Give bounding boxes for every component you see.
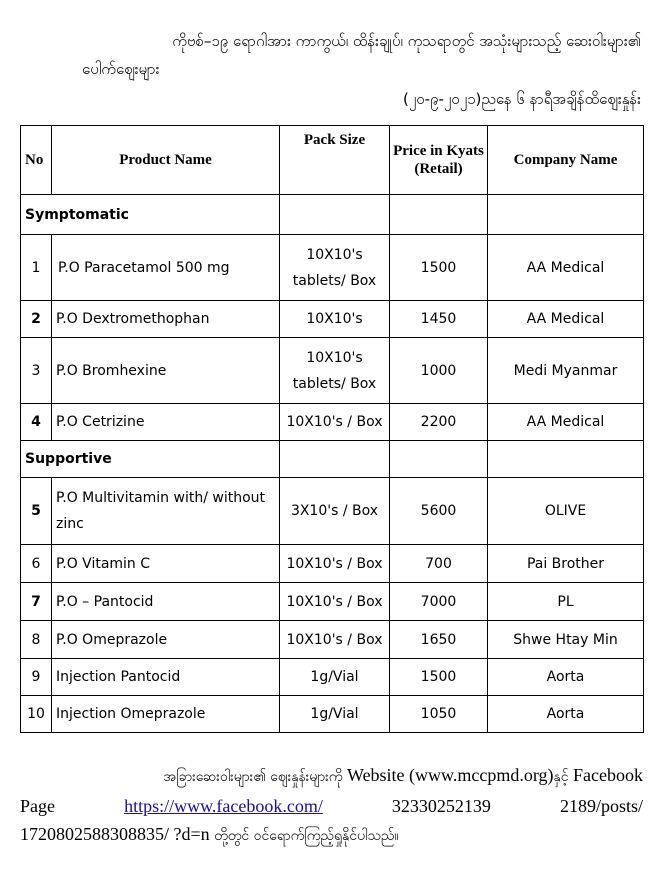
footer-closing-text: တို့တွင် ဝင်ရောက်ကြည့်ရှုနိုင်ပါသည်။ — [214, 828, 399, 844]
company-name: OLIVE — [488, 478, 644, 545]
product-name: P.O Bromhexine — [52, 338, 280, 404]
table-row — [21, 659, 644, 696]
price: 5600 — [390, 478, 488, 545]
header-date-line: (၂၀-၉-၂၀၂၁)ညနေ ၆ နာရီအချိန်ထိဈေးနှုန်း — [403, 90, 641, 108]
table-header-row — [21, 126, 644, 195]
row-no: 1 — [21, 235, 52, 301]
company-name: AA Medical — [488, 301, 644, 338]
price: 700 — [390, 545, 488, 583]
product-name: P.O Omeprazole — [52, 621, 280, 659]
company-name: AA Medical — [488, 235, 644, 301]
section-row-supportive — [21, 441, 644, 478]
price: 1450 — [390, 301, 488, 338]
pack-size: 10X10's tablets/ Box — [280, 338, 390, 404]
header-title-line1: ကိုဗစ်–၁၉ ရောဂါအား ကာကွယ်၊ ထိန်းချုပ်၊ ကုသရာတွင် အသုံးများသည့် ဆေးဝါးများ၏ — [172, 32, 641, 50]
product-name: P.O Cetrizine — [52, 404, 280, 441]
price: 1500 — [390, 235, 488, 301]
table-row — [21, 696, 644, 733]
row-no: 9 — [21, 659, 52, 696]
table-row — [21, 235, 644, 301]
col-header-price: Price in Kyats (Retail) — [390, 126, 488, 195]
footer-line2 — [20, 796, 643, 817]
footer-text-my: အခြားဆေးဝါးများ၏ ဈေးနှုန်းများကို — [163, 769, 343, 785]
empty-cell — [390, 441, 488, 478]
product-name: Injection Omeprazole — [52, 696, 280, 733]
footer-post-id-part2: 2189/posts/ — [559, 796, 643, 816]
row-no: 3 — [21, 338, 52, 404]
header-title-line2: ပေါက်ဈေးများ — [82, 60, 160, 78]
product-name: P.O Dextromethophan — [52, 301, 280, 338]
footer-post-id-part3: 1720802588308835/ ?d=n — [20, 824, 210, 844]
product-name: P.O Paracetamol 500 mg — [52, 235, 280, 301]
col-header-pack: Pack Size — [280, 126, 390, 195]
product-name: Injection Pantocid — [52, 659, 280, 696]
row-no: 10 — [21, 696, 52, 733]
table-row — [21, 338, 644, 404]
company-name: Aorta — [488, 659, 644, 696]
row-no: 2 — [21, 301, 52, 338]
company-name: Medi Myanmar — [488, 338, 644, 404]
footer-website: Website (www.mccpmd.org) — [347, 765, 554, 785]
footer-line3 — [20, 824, 643, 847]
table-row — [21, 545, 644, 583]
table-row — [21, 301, 644, 338]
pack-size: 3X10's / Box — [280, 478, 390, 545]
pack-size: 10X10's / Box — [280, 404, 390, 441]
row-no: 8 — [21, 621, 52, 659]
company-name: Pai Brother — [488, 545, 644, 583]
col-header-no: No — [21, 126, 52, 195]
col-header-company: Company Name — [488, 126, 644, 195]
empty-cell — [488, 195, 644, 235]
pack-size: 10X10's tablets/ Box — [280, 235, 390, 301]
footer-and: နှင့် — [553, 769, 569, 785]
empty-cell — [488, 441, 644, 478]
facebook-link[interactable]: https://www.facebook.com/ — [124, 796, 323, 816]
table-row — [21, 583, 644, 621]
price-table — [20, 125, 644, 733]
footer-page-label: Page — [20, 796, 55, 816]
row-no: 7 — [21, 583, 52, 621]
col-header-product: Product Name — [52, 126, 280, 195]
company-name: PL — [488, 583, 644, 621]
empty-cell — [280, 441, 390, 478]
section-label-symptomatic: Symptomatic — [21, 195, 280, 235]
product-name: P.O – Pantocid — [52, 583, 280, 621]
company-name: Aorta — [488, 696, 644, 733]
price: 2200 — [390, 404, 488, 441]
product-name: P.O Multivitamin with/ without zinc — [52, 478, 280, 545]
footer-facebook: Facebook — [573, 765, 643, 785]
row-no: 5 — [21, 478, 52, 545]
row-no: 6 — [21, 545, 52, 583]
section-label-supportive: Supportive — [21, 441, 280, 478]
pack-size: 1g/Vial — [280, 659, 390, 696]
pack-size: 10X10's / Box — [280, 621, 390, 659]
table-row — [21, 621, 644, 659]
empty-cell — [390, 195, 488, 235]
product-name: P.O Vitamin C — [52, 545, 280, 583]
price: 1050 — [390, 696, 488, 733]
footer-post-id-part1: 32330252139 — [391, 796, 491, 816]
company-name: AA Medical — [488, 404, 644, 441]
pack-size: 1g/Vial — [280, 696, 390, 733]
company-name: Shwe Htay Min — [488, 621, 644, 659]
footer-line1 — [20, 765, 643, 788]
table-row — [21, 404, 644, 441]
row-no: 4 — [21, 404, 52, 441]
pack-size: 10X10's — [280, 301, 390, 338]
table-row — [21, 478, 644, 545]
price: 1000 — [390, 338, 488, 404]
empty-cell — [280, 195, 390, 235]
price: 1650 — [390, 621, 488, 659]
pack-size: 10X10's / Box — [280, 583, 390, 621]
section-row-symptomatic — [21, 195, 644, 235]
price: 1500 — [390, 659, 488, 696]
price: 7000 — [390, 583, 488, 621]
pack-size: 10X10's / Box — [280, 545, 390, 583]
